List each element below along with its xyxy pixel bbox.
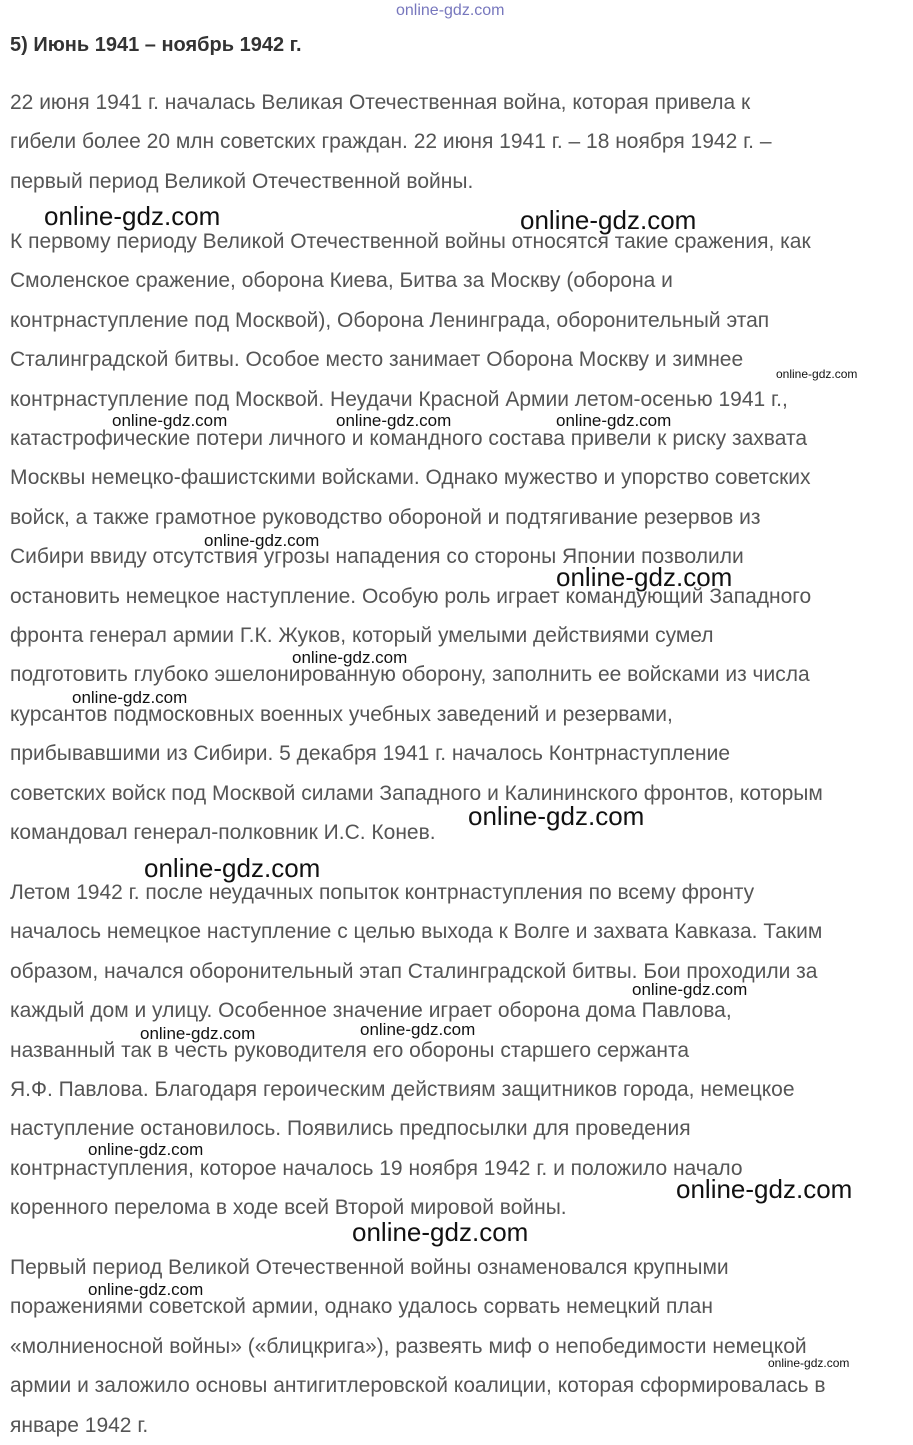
paragraph-line: гибели более 20 млн советских граждан. 22 июня 1941 г. – 18 ноября 1942 г. – [10, 130, 772, 154]
paragraph-line: Летом 1942 г. после неудачных попыток контрнаступления по всему фронту [10, 881, 755, 904]
paragraph-line: первый период Великой Отечественной войны. [10, 169, 474, 193]
watermark-text: online-gdz.com [468, 801, 645, 831]
paragraph-line: наступление остановилось. Появились предпосылки для проведения [10, 1117, 691, 1141]
paragraph-line: армии и заложило основы антигитлеровской коалиции, которая сформировалась в [10, 1374, 826, 1398]
watermark-text: online-gdz.com [144, 853, 321, 883]
watermark-text: online-gdz.com [556, 411, 672, 430]
paragraph-line: К первому периоду Великой Отечественной войны относятся такие сражения, как [10, 230, 811, 253]
paragraph-line: Сталинградской битвы. Особое место занимает Оборона Москву и зимнее [10, 348, 744, 372]
paragraph-line: курсантов подмосковных военных учебных заведений и резервами, [10, 702, 673, 726]
paragraph-line: советских войск под Москвой силами Западного и Калининского фронтов, которым [10, 781, 823, 805]
paragraph-line: «молниеносной войны» («блицкрига»), развеять миф о непобедимости немецкой [10, 1334, 807, 1358]
watermark-text: online-gdz.com [352, 1217, 529, 1247]
watermark-text: online-gdz.com [140, 1024, 256, 1043]
paragraph-line: подготовить глубоко эшелонированную оборону, заполнить ее войсками из числа [10, 663, 810, 687]
paragraph-line: Сибири ввиду отсутствия угрозы нападения со стороны Японии позволили [10, 545, 744, 569]
paragraph-line: остановить немецкое наступление. Особую роль играет командующий Западного [10, 584, 812, 608]
paragraph-line: Я.Ф. Павлова. Благодаря героическим действиям защитников города, немецкое [10, 1078, 795, 1102]
paragraph-line: поражениями советской армии, однако удалось сорвать немецкий план [10, 1295, 713, 1319]
watermark-text: online-gdz.com [556, 562, 733, 592]
paragraph-intro [10, 83, 910, 201]
watermark-text: online-gdz.com [676, 1174, 853, 1204]
watermark-text: online-gdz.com [204, 531, 320, 550]
watermark-text: online-gdz.com [112, 411, 228, 430]
watermark-text: online-gdz.com [88, 1280, 204, 1299]
paragraph-conclusion [10, 1248, 910, 1445]
paragraph-line: началось немецкое наступление с целью выхода к Волге и захвата Кавказа. Таким [10, 920, 823, 944]
paragraph-line: контрнаступление под Москвой. Неудачи Красной Армии летом-осенью 1941 г., [10, 387, 788, 411]
paragraph-line: январе 1942 г. [10, 1413, 149, 1437]
paragraph-line: Первый период Великой Отечественной войны ознаменовался крупными [10, 1256, 729, 1279]
paragraph-line: коренного перелома в ходе всей Второй мировой войны. [10, 1196, 567, 1220]
watermark-text: online-gdz.com [520, 205, 697, 235]
watermark-text: online-gdz.com [88, 1140, 204, 1159]
watermark-text: online-gdz.com [632, 980, 748, 999]
paragraph-first-period-battles [10, 222, 910, 853]
paragraph-line: командовал генерал-полковник И.С. Конев. [10, 821, 436, 845]
watermark-text: online-gdz.com [776, 367, 858, 381]
paragraph-line: контрнаступления, которое началось 19 ноября 1942 г. и положило начало [10, 1156, 743, 1180]
paragraph-line: каждый дом и улицу. Особенное значение играет оборона дома Павлова, [10, 999, 732, 1023]
paragraph-line: названный так в честь руководителя его обороны старшего сержанта [10, 1038, 690, 1062]
paragraph-line: фронта генерал армии Г.К. Жуков, который умелыми действиями сумел [10, 624, 714, 648]
watermark-text: online-gdz.com [396, 2, 505, 19]
paragraph-line: контрнаступление под Москвой), Оборона Ленинграда, оборонительный этап [10, 308, 770, 332]
watermark-text: online-gdz.com [292, 648, 408, 667]
paragraph-line: войск, а также грамотное руководство обороной и подтягивание резервов из [10, 505, 761, 529]
paragraph-line: прибывавшими из Сибири. 5 декабря 1941 г. началось Контрнаступление [10, 742, 731, 766]
page-title: 5) Июнь 1941 – ноябрь 1942 г. [10, 34, 302, 56]
watermark-text: online-gdz.com [336, 411, 452, 430]
paragraph-line: образом, начался оборонительный этап Сталинградской битвы. Бои проходили за [10, 959, 818, 983]
paragraph-line: Смоленское сражение, оборона Киева, Битва за Москву (оборона и [10, 269, 673, 293]
paragraph-line: катастрофические потери личного и командного состава привели к риску захвата [10, 427, 808, 451]
watermark-text: online-gdz.com [44, 201, 221, 231]
watermark-text: online-gdz.com [72, 688, 188, 707]
watermark-text: online-gdz.com [768, 1356, 850, 1370]
paragraph-line: 22 июня 1941 г. началась Великая Отечественная война, которая привела к [10, 91, 751, 114]
paragraph-line: Москвы немецко-фашистскими войсками. Однако мужество и упорство советских [10, 466, 811, 490]
watermark-text: online-gdz.com [360, 1020, 476, 1039]
